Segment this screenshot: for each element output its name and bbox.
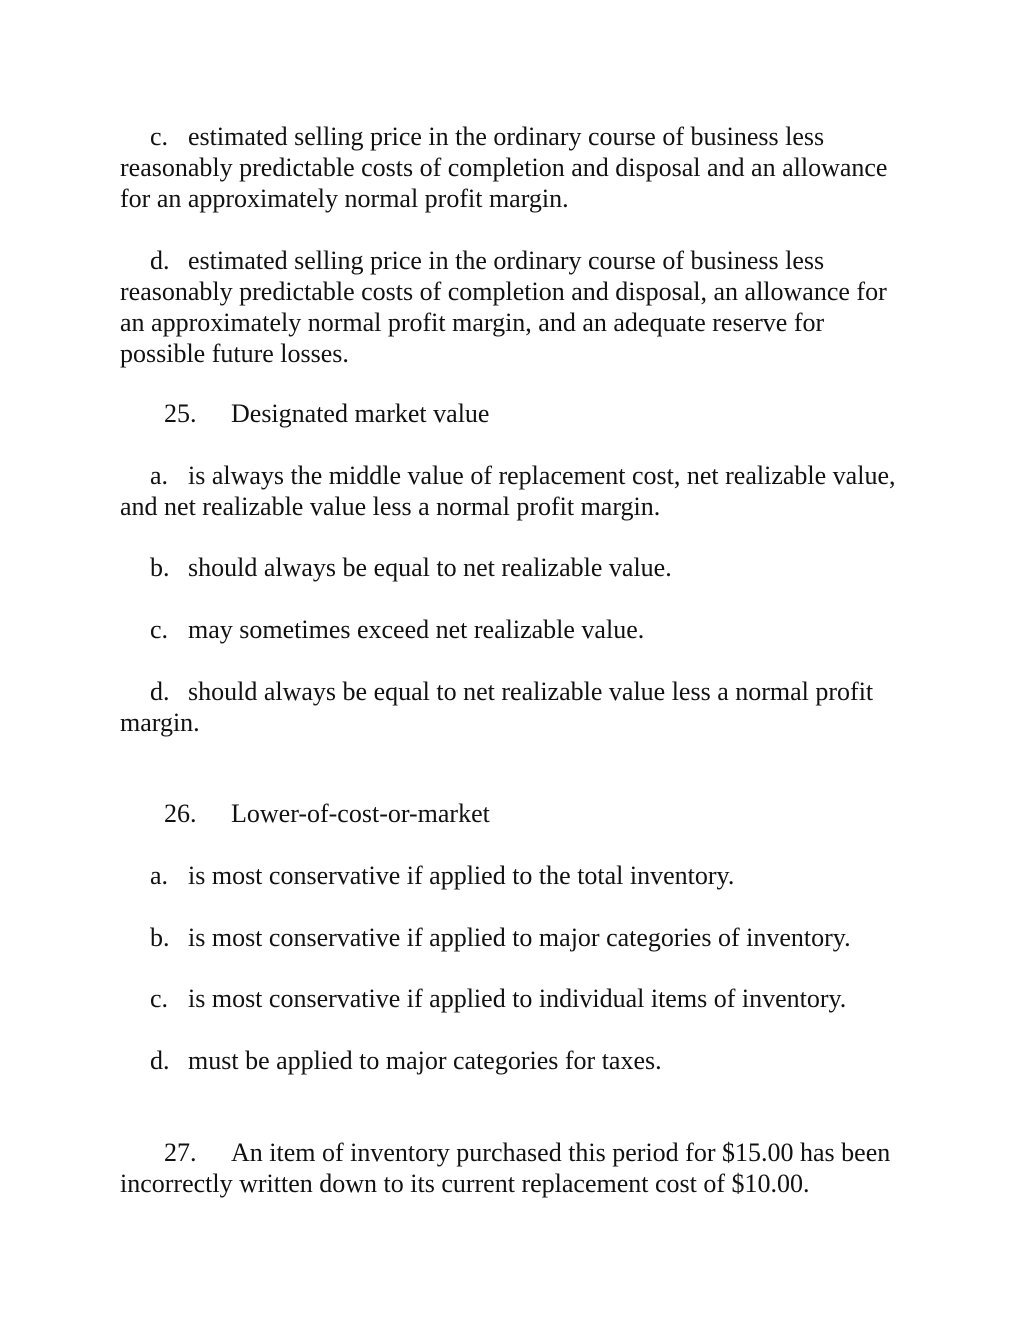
option-text: is most conservative if applied to the total inventory.: [188, 861, 735, 890]
option-text: should always be equal to net realizable value less a normal profit margin.: [120, 677, 874, 737]
option-25c: [120, 614, 910, 645]
option-text: must be applied to major categories for taxes.: [188, 1046, 662, 1075]
option-text: may sometimes exceed net realizable value.: [188, 615, 645, 644]
option-26d: [120, 1045, 910, 1076]
question-26: [120, 798, 910, 829]
question-text: Designated market value: [231, 399, 490, 428]
option-25d: [120, 676, 910, 738]
option-24d: [120, 245, 910, 369]
option-25a: [120, 460, 910, 522]
option-label: c.: [150, 122, 169, 151]
question-number: 25.: [164, 399, 197, 428]
option-text: is most conservative if applied to individual items of inventory.: [188, 984, 847, 1013]
option-text: estimated selling price in the ordinary course of business less reasonably predictable costs of completion and disposal, an allowance for an approximately normal profit margin, and an adequate reserve for possible future losses.: [120, 246, 887, 368]
option-text: is most conservative if applied to major categories of inventory.: [188, 923, 851, 952]
option-24c: [120, 121, 910, 214]
question-number: 27.: [164, 1138, 197, 1167]
option-label: a.: [150, 461, 169, 490]
question-text: Lower-of-cost-or-market: [231, 799, 490, 828]
option-text: is always the middle value of replacement cost, net realizable value, and net realizable value less a normal profit margin.: [120, 461, 896, 521]
option-label: d.: [150, 1046, 170, 1075]
option-label: b.: [150, 923, 170, 952]
question-25: [120, 398, 910, 429]
question-27: [120, 1137, 910, 1199]
option-25b: [120, 552, 910, 583]
option-label: d.: [150, 246, 170, 275]
option-label: a.: [150, 861, 169, 890]
option-text: estimated selling price in the ordinary course of business less reasonably predictable costs of completion and disposal and an allowance for an approximately normal profit margin.: [120, 122, 888, 213]
question-text: An item of inventory purchased this period for $15.00 has been incorrectly written down to its current replacement cost of $10.00.: [120, 1138, 891, 1198]
option-text: should always be equal to net realizable value.: [188, 553, 672, 582]
option-label: b.: [150, 553, 170, 582]
option-26a: [120, 860, 910, 891]
option-label: d.: [150, 677, 170, 706]
option-26b: [120, 922, 910, 953]
option-label: c.: [150, 615, 169, 644]
question-number: 26.: [164, 799, 197, 828]
option-label: c.: [150, 984, 169, 1013]
option-26c: [120, 983, 910, 1014]
